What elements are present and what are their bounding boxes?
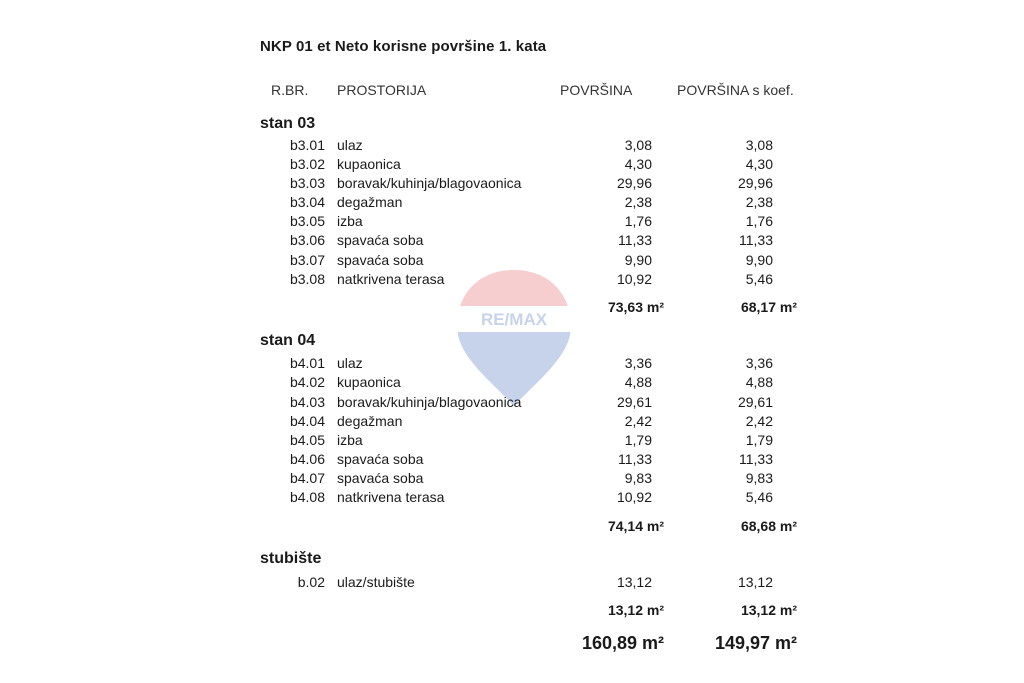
- table-row: [0, 271, 1024, 290]
- table-row: [0, 451, 1024, 470]
- room-area-koef: 13,12: [737, 574, 773, 590]
- room-name: boravak/kuhinja/blagovaonica: [337, 175, 522, 191]
- room-area-koef: 11,33: [739, 232, 773, 248]
- room-code: b4.03: [289, 394, 325, 410]
- table-row: [0, 489, 1024, 508]
- room-area-koef: 2,38: [745, 194, 773, 210]
- room-code: b3.06: [289, 232, 325, 248]
- room-area: 2,42: [624, 413, 652, 429]
- room-code: b3.03: [289, 175, 325, 191]
- room-area: 11,33: [618, 451, 652, 467]
- room-name: degažman: [337, 413, 403, 429]
- room-area-koef: 5,46: [745, 271, 773, 287]
- room-name: spavaća soba: [337, 451, 424, 467]
- room-area-koef: 4,88: [745, 374, 773, 390]
- room-area: 10,92: [616, 271, 652, 287]
- room-area-koef: 29,96: [737, 175, 773, 191]
- section-title: stan 03: [260, 115, 316, 132]
- room-code: b3.07: [289, 252, 325, 268]
- room-area: 9,83: [624, 470, 652, 486]
- room-name: ulaz: [337, 355, 363, 371]
- table-row: [0, 413, 1024, 432]
- room-area-koef: 5,46: [745, 489, 773, 505]
- total-area-koef: 68,17 m²: [740, 299, 797, 315]
- table-row: [0, 432, 1024, 451]
- room-code: b4.08: [289, 489, 325, 505]
- room-area-koef: 4,30: [745, 156, 773, 172]
- room-code: b4.05: [289, 432, 325, 448]
- table-row: [0, 213, 1024, 232]
- room-code: b4.06: [289, 451, 325, 467]
- table-row: [0, 252, 1024, 271]
- room-code: b3.08: [289, 271, 325, 287]
- table-row: [0, 232, 1024, 251]
- table-row: [0, 355, 1024, 374]
- column-header-povrsina: POVRŠINA: [560, 82, 633, 98]
- room-area: 3,36: [624, 355, 652, 371]
- table-row: [0, 175, 1024, 194]
- room-area-koef: 29,61: [737, 394, 773, 410]
- room-area-koef: 9,83: [745, 470, 773, 486]
- room-area-koef: 3,08: [745, 137, 773, 153]
- room-name: natkrivena terasa: [337, 489, 445, 505]
- room-code: b3.04: [289, 194, 325, 210]
- room-code: b3.01: [289, 137, 325, 153]
- total-area-koef: 13,12 m²: [740, 602, 797, 618]
- document-title: NKP 01 et Neto korisne površine 1. kata: [260, 38, 547, 55]
- total-area: 74,14 m²: [607, 518, 664, 534]
- room-area: 1,76: [624, 213, 652, 229]
- total-area-koef: 68,68 m²: [740, 518, 797, 534]
- room-name: kupaonica: [337, 156, 401, 172]
- grand-total-area-koef: 149,97 m²: [714, 633, 797, 653]
- table-row: [0, 374, 1024, 393]
- room-name: izba: [337, 432, 363, 448]
- room-code: b4.01: [289, 355, 325, 371]
- room-name: boravak/kuhinja/blagovaonica: [337, 394, 522, 410]
- column-header-prostorija: PROSTORIJA: [337, 82, 427, 98]
- room-name: spavaća soba: [337, 232, 424, 248]
- room-name: spavaća soba: [337, 252, 424, 268]
- room-name: natkrivena terasa: [337, 271, 445, 287]
- room-name: kupaonica: [337, 374, 401, 390]
- room-area: 4,88: [624, 374, 652, 390]
- column-header-rbr: R.BR.: [271, 82, 309, 98]
- room-name: degažman: [337, 194, 403, 210]
- table-row: [0, 194, 1024, 213]
- room-name: spavaća soba: [337, 470, 424, 486]
- room-name: ulaz: [337, 137, 363, 153]
- table-row: [0, 470, 1024, 489]
- room-area-koef: 3,36: [745, 355, 773, 371]
- table-row: [0, 394, 1024, 413]
- total-area: 73,63 m²: [607, 299, 664, 315]
- table-row: [0, 574, 1024, 593]
- room-area: 2,38: [624, 194, 652, 210]
- room-area: 10,92: [616, 489, 652, 505]
- room-code: b3.02: [289, 156, 325, 172]
- room-area: 3,08: [624, 137, 652, 153]
- room-area: 29,96: [616, 175, 652, 191]
- room-area: 29,61: [616, 394, 652, 410]
- column-header-povrsina-koef: POVRŠINA s koef.: [677, 82, 794, 98]
- room-area-koef: 1,79: [745, 432, 773, 448]
- room-code: b.02: [297, 574, 325, 590]
- room-code: b4.07: [289, 470, 325, 486]
- room-area: 1,79: [624, 432, 652, 448]
- total-area: 13,12 m²: [607, 602, 664, 618]
- room-area: 4,30: [624, 156, 652, 172]
- room-area: 9,90: [624, 252, 652, 268]
- room-code: b4.04: [289, 413, 325, 429]
- room-area-koef: 9,90: [745, 252, 773, 268]
- room-area: 13,12: [616, 574, 652, 590]
- room-code: b3.05: [289, 213, 325, 229]
- room-area: 11,33: [618, 232, 652, 248]
- room-area-koef: 1,76: [745, 213, 773, 229]
- room-code: b4.02: [289, 374, 325, 390]
- room-area-koef: 11,33: [739, 451, 773, 467]
- section-title: stubište: [260, 550, 322, 567]
- watermark-text: RE/MAX: [480, 310, 548, 329]
- grand-total-area: 160,89 m²: [581, 633, 664, 653]
- room-name: izba: [337, 213, 363, 229]
- section-title: stan 04: [260, 332, 316, 349]
- room-area-koef: 2,42: [745, 413, 773, 429]
- room-name: ulaz/stubište: [337, 574, 415, 590]
- table-row: [0, 137, 1024, 156]
- table-row: [0, 156, 1024, 175]
